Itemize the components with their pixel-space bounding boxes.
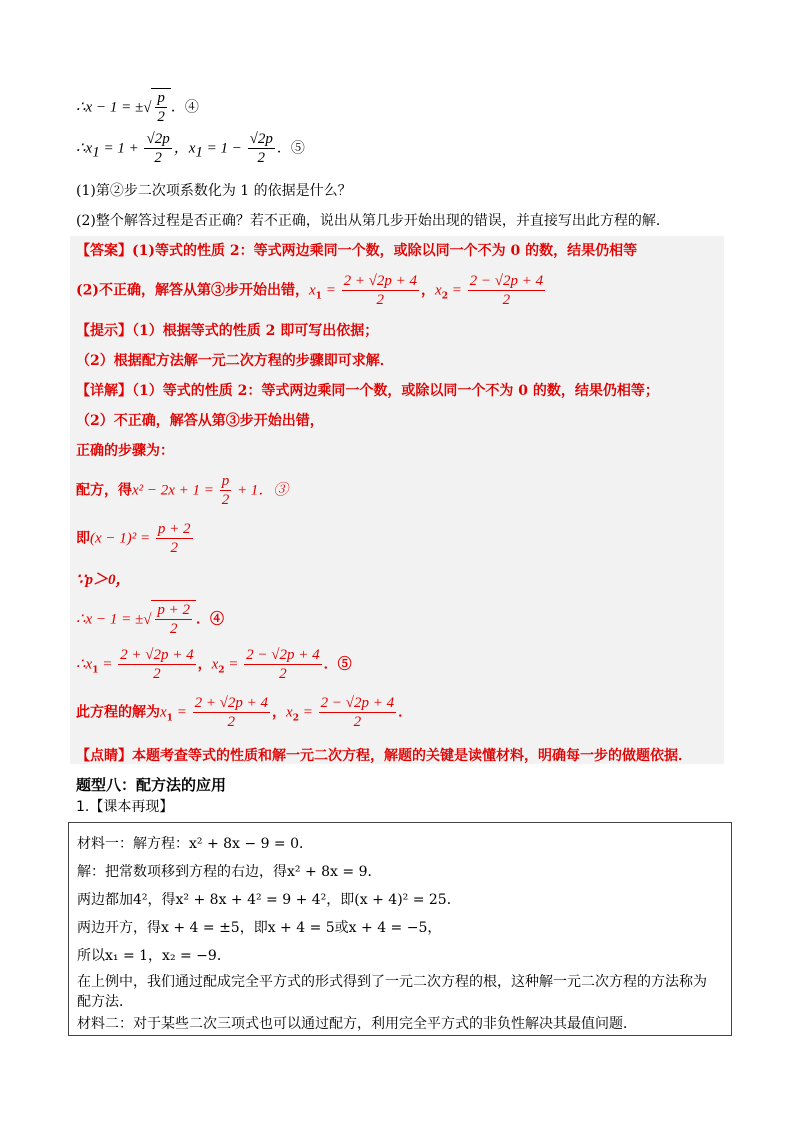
- dianjing-line: 【点睛】本题考查等式的性质和解一元二次方程，解题的关键是读懂材料，明确每一步的做题依据．: [76, 748, 692, 764]
- material-box: [68, 822, 732, 1036]
- step5-line: $\therefore x_1 = 1$ + $\frac{√2p}{2}$ ，$x_1 = 1$ − $\frac{√2p}{2}$ ．⑤: [76, 131, 305, 166]
- material-line-5: 所以x₁ = 1，x₂ = −9．: [77, 948, 231, 964]
- peifang-line: 配方，得x² − 2x + 1 = $\frac{p}{2}$ + 1．③: [76, 473, 289, 508]
- step5-fraction-2: $\frac{√2p}{2}$: [249, 131, 273, 166]
- material-line-6: 在上例中，我们通过配成完全平方式的形式得到了一元二次方程的根，这种解一元二次方程的方法称为: [77, 974, 707, 990]
- solution-line: 此方程的解为$x_1$ = $\frac{2 + √2p + 4}{2}$ ，$x_2$ = $\frac{2 - √2p + 4}{2}$ ．: [76, 695, 413, 730]
- step4-red-line: ∴x − 1 = ±√ $\frac{p + 2}{2}$ ．④: [76, 602, 225, 637]
- ji-line: 即(x − 1)² = $\frac{p + 2}{2}$: [76, 521, 191, 556]
- material-line-1: 材料一：解方程：x² + 8x − 9 = 0．: [77, 836, 314, 852]
- material-line-7: 配方法．: [77, 994, 133, 1010]
- material-line-3: 两边都加4²，得x² + 8x + 4² = 9 + 4²，即(x + 4)² = 25．: [77, 892, 461, 908]
- section-title: 题型八：配方法的应用: [76, 776, 227, 794]
- section-subhead: 1.【课本再现】: [76, 799, 174, 815]
- step5-mark: ．⑤: [276, 140, 305, 157]
- answer-x2-fraction: $\frac{2 - √2p + 4}{2}$: [469, 273, 544, 308]
- material-line-2: 解：把常数项移到方程的右边，得x² + 8x = 9．: [77, 864, 382, 880]
- detail-2: （2）不正确，解答从第③步开始出错，: [76, 413, 324, 429]
- answer-x1-fraction: $\frac{2 + √2p + 4}{2}$: [343, 273, 418, 308]
- detail-1: 【详解】（1）等式的性质 2：等式两边乘同一个数，或除以同一个不为 0 的数，结果仍相等；: [76, 383, 659, 399]
- hint-2: （2）根据配方法解一元二次方程的步骤即可求解．: [76, 353, 394, 369]
- step5-red-line: $\therefore x_1$ = $\frac{2 + √2p + 4}{2}$ ，$x_2$ = $\frac{2 - √2p + 4}{2}$ ．⑤: [76, 647, 352, 682]
- sqrt-sign: √: [143, 99, 152, 116]
- correct-steps-label: 正确的步骤为：: [76, 443, 174, 459]
- answer-1: 【答案】(1)等式的性质 2：等式两边乘同一个数，或除以同一个不为 0 的数，结果仍相等: [76, 243, 638, 259]
- step4-fraction: $\frac{p}{2}$: [157, 90, 165, 125]
- step5-fraction-1: $\frac{√2p}{2}$: [146, 131, 170, 166]
- answer-2: (2)不正确，解答从第③步开始出错，$x_1$ = $\frac{2 + √2p + 4}{2}$ ，$x_2$ = $\frac{2 - √2p + 4}{2}$: [76, 273, 544, 308]
- step4-mark: ．④: [170, 99, 199, 116]
- material-line-8: 材料二：对于某些二次三项式也可以通过配方，利用完全平方式的非负性解决其最值问题．: [77, 1016, 637, 1032]
- step4-expr: ∴x − 1 = ±: [76, 99, 144, 116]
- step4-line: [76, 88, 199, 126]
- question-2: (2)整个解答过程是否正确？若不正确，说出从第几步开始出现的错误，并直接写出此方程的解．: [76, 213, 670, 229]
- hint-1: 【提示】（1）根据等式的性质 2 即可写出依据；: [76, 323, 379, 339]
- because-line: ∵p＞0，: [76, 572, 131, 588]
- question-1: (1)第②步二次项系数化为 1 的依据是什么？: [76, 183, 352, 199]
- material-line-4: 两边开方，得x + 4 = ±5，即x + 4 = 5或x + 4 = −5，: [77, 920, 442, 936]
